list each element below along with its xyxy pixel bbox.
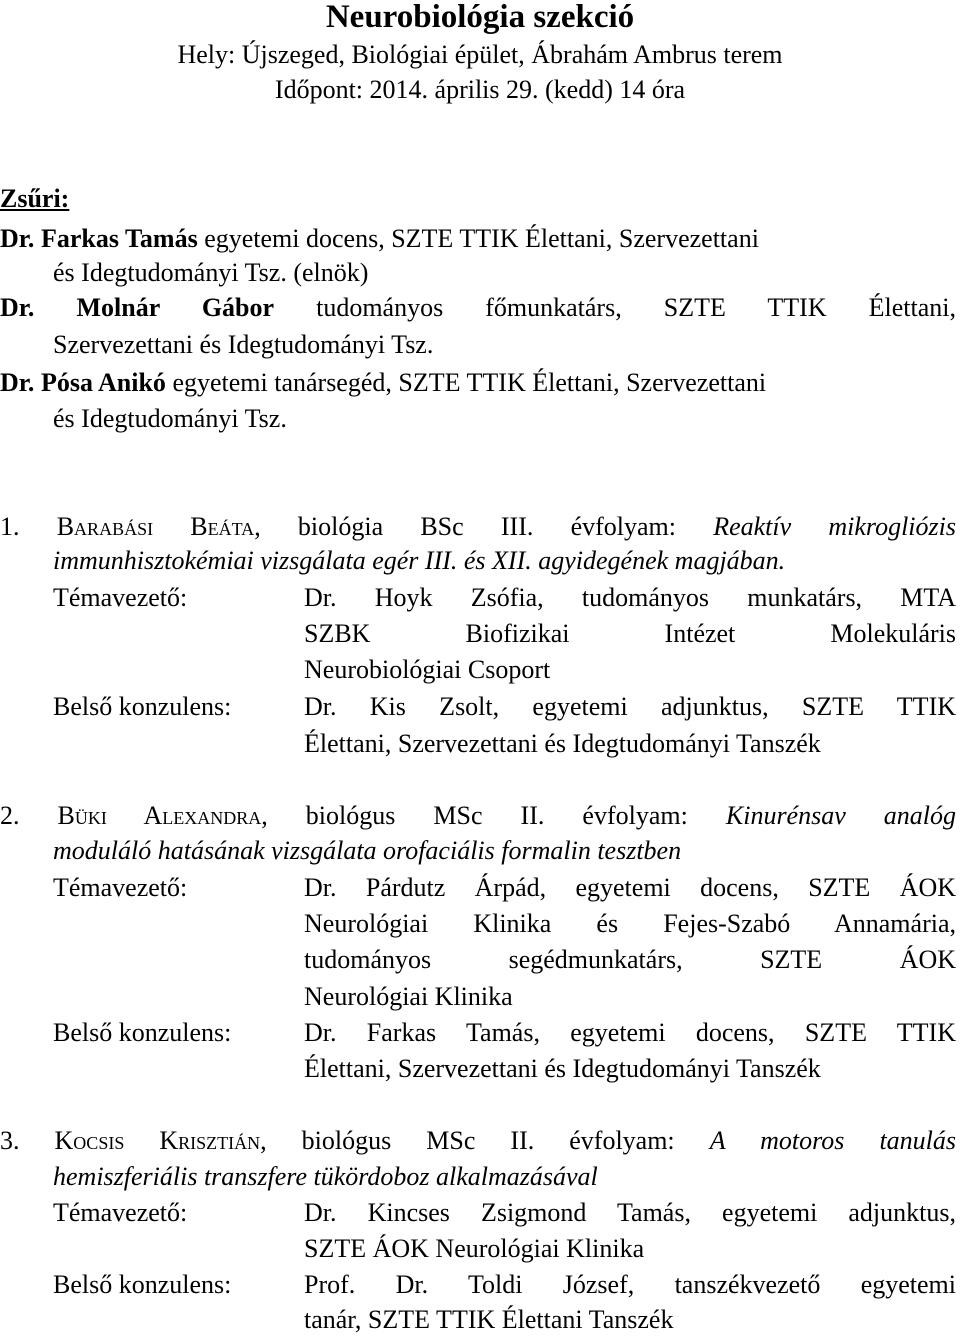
jury-prefix: Dr. — [0, 368, 35, 397]
consultant-line: tanár, SZTE TTIK Élettani Tanszék — [304, 1305, 674, 1334]
consultant-label: Belső konzulens: — [53, 1270, 232, 1299]
jury-prefix: Dr. — [0, 224, 35, 253]
consultant-label: Belső konzulens: — [53, 1018, 232, 1047]
talk-title: Kinurénsav analóg — [725, 801, 957, 830]
venue-line: Hely: Újszeged, Biológiai épület, Ábrahám Ambrus terem — [177, 40, 783, 69]
jury-heading: Zsűri: — [0, 184, 70, 213]
jury-affiliation: tudományos főmunkatárs, SZTE TTIK Élettani, — [316, 293, 957, 322]
jury-member-1 — [0, 224, 759, 254]
consultant-line: Élettani, Szervezettani és Idegtudományi Tanszék — [304, 1054, 821, 1083]
talk-title: Reaktív mikrogliózis — [713, 512, 956, 541]
supervisor-line: Dr. Hoyk Zsófia, tudományos munkatárs, MTA — [304, 583, 956, 612]
student-info: , biológus MSc II. évfolyam: — [261, 801, 688, 830]
supervisor-label: Témavezető: — [53, 1198, 188, 1227]
jury-prefix: Dr. — [0, 293, 35, 322]
supervisor-line: Neurológiai Klinika — [304, 982, 513, 1011]
jury-member-3-cont: és Idegtudományi Tsz. — [53, 404, 287, 433]
talk-2-title-cont: moduláló hatásának vizsgálata orofaciális formalin tesztben — [53, 836, 682, 865]
talk-number: 1. — [0, 512, 20, 541]
consultant-line: Dr. Farkas Tamás, egyetemi docens, SZTE TTIK — [304, 1018, 956, 1047]
jury-name: Molnár Gábor — [76, 293, 275, 322]
jury-affiliation: egyetemi tanársegéd, SZTE TTIK Élettani, Szervezettani — [172, 368, 767, 397]
supervisor-line: SZBK Biofizikai Intézet Molekuláris — [304, 619, 956, 648]
student-name: Barabási Beáta — [56, 512, 255, 541]
consultant-line: Prof. Dr. Toldi József, tanszékvezető egyetemi — [304, 1270, 956, 1299]
talk-number: 3. — [0, 1126, 20, 1155]
supervisor-line: Neurobiológiai Csoport — [304, 655, 551, 684]
jury-member-3 — [0, 368, 766, 398]
supervisor-line: SZTE ÁOK Neurológiai Klinika — [304, 1234, 645, 1263]
supervisor-line: Neurológiai Klinika és Fejes-Szabó Annamária, — [304, 909, 956, 938]
jury-member-2 — [0, 293, 956, 323]
student-info: , biológus MSc II. évfolyam: — [260, 1126, 675, 1155]
consultant-label: Belső konzulens: — [53, 692, 232, 721]
jury-affiliation: egyetemi docens, SZTE TTIK Élettani, Szervezettani — [204, 224, 759, 253]
supervisor-line: tudományos segédmunkatárs, SZTE ÁOK — [304, 945, 956, 974]
jury-member-2-cont: Szervezettani és Idegtudományi Tsz. — [53, 330, 434, 359]
talk-1-header — [0, 512, 956, 542]
supervisor-line: Dr. Kincses Zsigmond Tamás, egyetemi adjunktus, — [304, 1198, 956, 1227]
talk-number: 2. — [0, 801, 20, 830]
talk-1-title-cont: immunhisztokémiai vizsgálata egér III. és XII. agyidegének magjában. — [53, 546, 786, 575]
talk-2-header — [0, 801, 956, 831]
section-title: Neurobiológia szekció — [325, 0, 635, 35]
talk-3-header — [0, 1126, 956, 1156]
talk-3-title-cont: hemiszferiális transzfere tükördoboz alkalmazásával — [53, 1162, 598, 1191]
supervisor-label: Témavezető: — [53, 583, 188, 612]
date-line: Időpont: 2014. április 29. (kedd) 14 óra — [274, 75, 686, 104]
jury-member-1-cont: és Idegtudományi Tsz. (elnök) — [53, 258, 369, 287]
consultant-line: Élettani, Szervezettani és Idegtudományi Tanszék — [304, 729, 821, 758]
consultant-line: Dr. Kis Zsolt, egyetemi adjunktus, SZTE TTIK — [304, 692, 956, 721]
student-name: Kocsis Krisztián — [54, 1126, 261, 1155]
talk-title: A motoros tanulás — [709, 1126, 957, 1155]
student-info: , biológia BSc III. évfolyam: — [254, 512, 676, 541]
supervisor-line: Dr. Párdutz Árpád, egyetemi docens, SZTE ÁOK — [304, 873, 956, 902]
student-name: Büki Alexandra — [57, 801, 262, 830]
jury-name: Pósa Anikó — [40, 368, 166, 397]
jury-name: Farkas Tamás — [40, 224, 198, 253]
supervisor-label: Témavezető: — [53, 873, 188, 902]
